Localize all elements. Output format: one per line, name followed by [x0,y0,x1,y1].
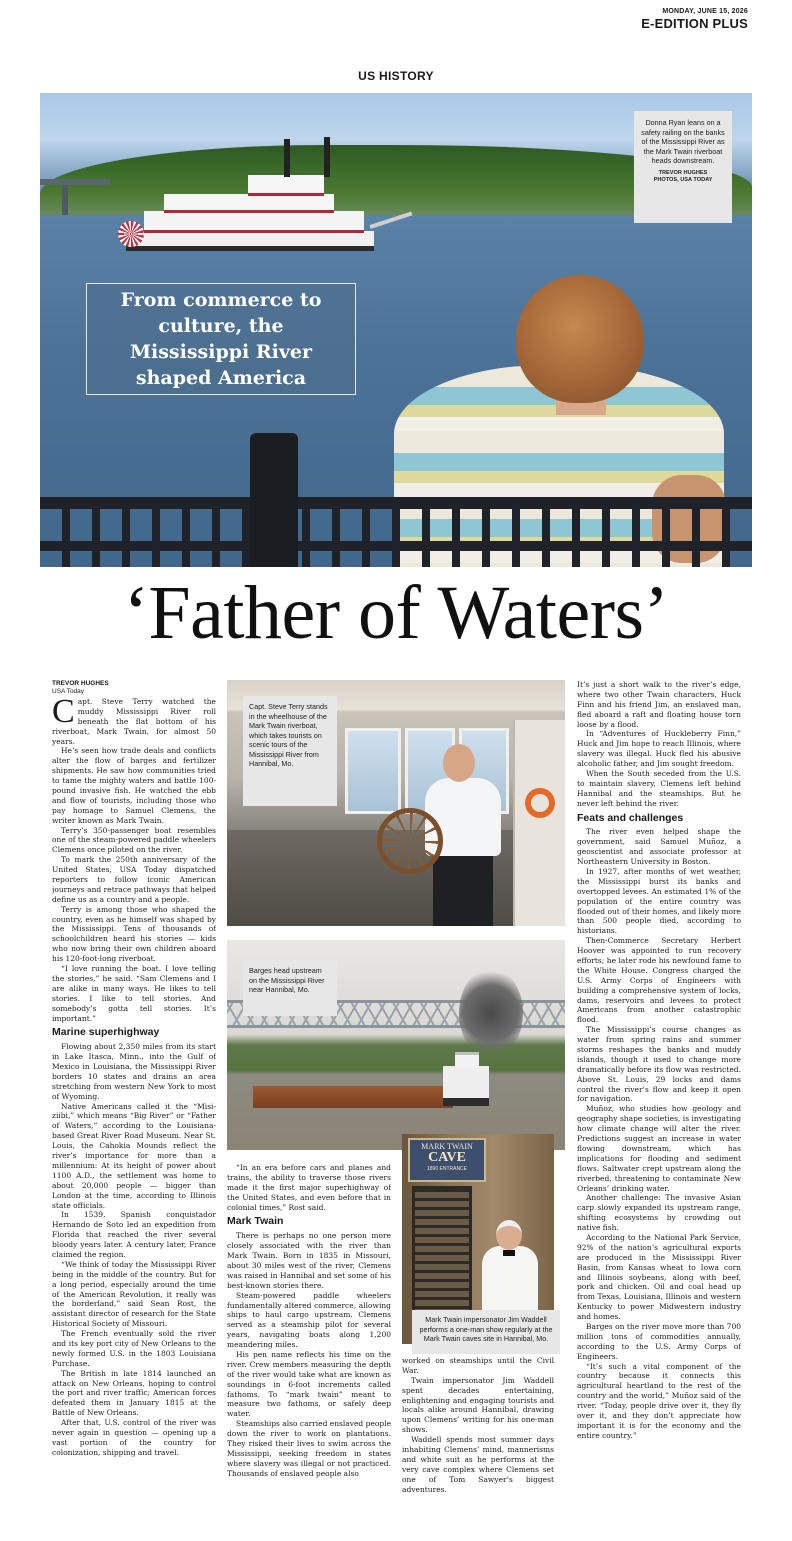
towboat-cabin [455,1052,479,1068]
captain-legs [433,854,493,926]
railing-post [250,433,298,567]
subheading-twain: Mark Twain [227,1215,284,1228]
cave-sign-line: MARK TWAIN [421,1142,473,1151]
wheelhouse-caption: Capt. Steve Terry stands in the wheelhouse of the Mark Twain riverboat, which takes tourists on scenic tours of the Mississippi River from Hannibal, Mo. [243,696,337,806]
paragraph: Another challenge: The invasive Asian carp slowly expanded its upstream range, shifting ecosystems by crowding out native fish. [577,1193,741,1233]
cave-gate [412,1186,472,1316]
article-column-2 [227,1163,391,1527]
riverboat-hull [126,231,374,251]
hero-caption: Donna Ryan leans on a safety railing on the banks of the Mississippi River as the Mark Twain riverboat heads downstream. [641,118,725,165]
paragraph: The British in late 1814 launched an attack on New Orleans, hoping to control the port and river traffic; American forces defeated them in January 1815 at the Battle of New Orleans. [52,1368,216,1418]
hero-headline: From commerce to culture, the Mississippi River shaped America [120,288,322,390]
paragraph: His pen name reflects his time on the river. Crew members measuring the depth of the river would take what are known as soundings in 6-foot increments called fathoms. To “mark twain” meant to measure two fathoms, or safely deep water. [227,1350,391,1419]
paragraph: Flowing about 2,350 miles from its start in Lake Itasca, Minn., into the Gulf of Mexico in Louisiana, the Mississippi River borders 10 states and drains an area stretching from western New York to most of Wyoming. [52,1042,216,1101]
cave-sign [408,1138,486,1182]
paragraph: “It’s such a vital component of the country because it connects this agricultural heartland to the rest of the country and the world,” Muñoz said of the river. “Today, people drive over it, they fly over it, and they don’t appreciate how important it is for the economy and the entire country.” [577,1361,741,1440]
paragraph: Native Americans called it the “Misi-ziibi,” which means “Big River” or “Father of Waters,” according to the Louisiana-based Great River Road Museum. Near St. Louis, the Cahokia Mounds reflect the river’s importance for more than a millennium: At its height of power about 1100 A.D., the settlement was home to about 20,000 people — bigger than London at the time, according to Illinois state officials. [52,1101,216,1210]
woman-hair [516,275,644,403]
paragraph: The Mississippi’s course changes as water from spring rains and summer storms reshapes the banks and muddy islands, though it used to change more dramatically before its flow was restricted. Above St. Louis, 29 locks and dams control the river’s flow and keep it open for navigation. [577,1025,741,1104]
section-label: US HISTORY [358,69,434,83]
paragraph: Then-Commerce Secretary Herbert Hoover was appointed to run recovery efforts; he later rode his newfound fame to the White House. Congress charged the U.S. Army Corps of Engineers with building a comprehensive system of locks, dams, reservoirs and levees to protect Americans from another catastrophic flood. [577,936,741,1025]
paragraph: He’s seen how trade deals and conflicts alter the flow of barges and fertilizer shipments. He saw how communities tried to tame the mighty waters and battle 100-pound invasive fish. He watched the ebb and flow of tourists, including those who pay homage to Samuel Clemens, the writer known as Mark Twain. [52,746,216,825]
paragraph: To mark the 250th anniversary of the United States, USA Today dispatched reporters to follow iconic American journeys and retrace pathways that helped define us as a country and a people. [52,855,216,904]
byline-author: TREVOR HUGHES [52,680,109,687]
subheading-feats: Feats and challenges [577,811,684,824]
byline-outlet: USA Today [52,688,85,696]
article-title: ‘Father of Waters’ [123,571,669,655]
cave-sign-line: CAVE [428,1150,466,1165]
barge [253,1086,453,1108]
riverboat-pilothouse [248,175,324,196]
paddle-wheel [118,221,144,247]
hero-photo [40,93,752,567]
impersonator-head [496,1220,522,1250]
paragraph: “I love running the boat. I love telling the stories,” he said. “Sam Clemens and I are alike in many ways. He likes to tell stories. I like to tell stories. And somebody’s gotta tell stories. It’s important.” [52,964,216,1023]
paragraph: Twain impersonator Jim Waddell spent decades entertaining, enlightening and engaging tourists and locals alike around Hannibal, drawing upon Clemens’ writing for his one-man shows. [402,1375,554,1435]
hero-headline-box [86,283,356,395]
paragraph: In “Adventures of Huckleberry Finn,” Huck and Jim hope to reach Illinois, where slavery was illegal. Huck fled his abusive alcoholic father, and Jim sought freedom. [577,729,741,769]
paragraph: “In an era before cars and planes and trains, the ability to traverse those rivers made it the first major superhighway of the United States, and even before that in colonial times,” Rost said. [227,1163,391,1212]
cave-caption: Mark Twain impersonator Jim Waddell performs a one-man show regularly at the Mark Twain caves site in Hannibal, Mo. [412,1310,560,1354]
paragraph: Terry’s 350-passenger boat resembles one of the steam-powered paddle wheelers Clemens once piloted on the river. [52,825,216,855]
paragraph: After that, U.S. control of the river was never again in question — opening up a vast portion of the country for colonization, shipping and travel. [52,1418,216,1457]
byline [52,680,109,697]
paragraph: Steam-powered paddle wheelers fundamentally altered commerce, allowing ships to haul cargo upstream. Clemens served as a steamship pilot for several years, navigating boats along 1,200 meandering miles. [227,1290,391,1350]
edition-label: E-EDITION PLUS [641,16,748,31]
captain-head [443,744,475,782]
paragraph: The French eventually sold the river and its key port city of New Orleans to the newly formed U.S. in the 1803 Louisiana Purchase. [52,1329,216,1368]
riverboat-smokestack [324,137,330,177]
barges-caption: Barges head upstream on the Mississippi River near Hannibal, Mo. [243,960,337,1016]
article-column-1 [52,697,216,1527]
masthead [641,8,748,31]
railing-top [40,497,752,509]
paragraph: Terry is among those who shaped the country, even as he himself was shaped by the Mississippi. Tens of thousands of schoolchildren heard his stories — kids who now bring their own children aboard his 120-foot-long riverboat. [52,904,216,964]
ship-wheel [377,808,443,874]
paragraph: Muñoz, who studies how geology and geography shape societies, is investigating how climate change will alter the river. Predictions suggest an increase in water flowing downstream, which has implications for flooding and sediment flows. Saltwater crept upstream along the riverbed, threatening to contaminate New Orleans’ drinking water. [577,1104,741,1193]
lead-paragraph [52,697,216,746]
railing-bars [40,509,752,567]
paragraph: “We think of today the Mississippi River being in the middle of the country. But for a long period, especially around the time of the American Revolution, it really was the borderland,” said Sean Rost, the assistant director of research for the State Historical Society of Missouri. [52,1259,216,1329]
paragraph: According to the National Park Service, 92% of the nation’s agricultural exports are produced in the Mississippi River Basin, from Kansas wheat to Iowa corn and Illinois soybeans, along with beef, pork and chicken. Oil and coal head up from Texas, Louisiana, Illinois and western Kentucky to power Midwestern industry and homes. [577,1232,741,1322]
life-ring [525,788,555,818]
riverboat-deck [144,211,364,233]
riverboat-smokestack [284,139,290,177]
cave-sign-line: 1890 ENTRANCE [426,1166,467,1172]
photo-credit-outlet: PHOTOS, USA TODAY [653,176,713,183]
photo-credit: TREVOR HUGHES [658,169,708,176]
paragraph: Steamships also carried enslaved people down the river to work on plantations. They risked their lives to swim across the Mississippi, seeking freedom in states where slavery was illegal or not practiced. Thousands of enslaved people also [227,1419,391,1478]
issue-date: MONDAY, JUNE 15, 2026 [662,8,748,15]
paragraph: There is perhaps no one person more closely associated with the river than Mark Twain. Born in 1835 in Missouri, about 30 miles west of the river, Clemens was raised in Hannibal and set some of his best-known stories there. [227,1231,391,1290]
article-column-3 [402,1356,554,1527]
paragraph: worked on steamships until the Civil War. [402,1356,554,1375]
railing-bottom [40,541,752,551]
paragraph: The river even helped shape the government, said Samuel Muñoz, a geoscientist and associate professor at Northeastern University in Boston. [577,827,741,867]
towboat [443,1066,489,1106]
wheelhouse-window [345,728,401,814]
hero-caption-box [634,111,732,223]
tugboat-smoke [459,968,523,1058]
paragraph: It’s just a short walk to the river’s edge, where two other Twain characters, Huck Finn and his friend Jim, an enslaved man, fled aboard a raft and floating house torn loose by a flood. [577,680,741,729]
paragraph: When the South seceded from the U.S. to maintain slavery, Clemens left behind Hannibal and the steamships. But he never left behind the river. [577,769,741,808]
paragraph: In 1539, Spanish conquistador Hernando de Soto led an expedition from Florida that reached the river several bloody years later. A century later, France claimed the region. [52,1210,216,1259]
paragraph: Barges on the river move more than 700 million tons of commodities annually, according to the U.S. Army Corps of Engineers. [577,1321,741,1361]
lead-text: apt. Steve Terry watched the muddy Mississippi River roll beneath the flat bottom of his riverboat, Mark Twain, for almost 50 years. [52,697,216,746]
bridge [40,179,110,185]
drop-cap: C [52,697,75,730]
wheelhouse-door [513,720,565,926]
riverboat-deck-upper [164,194,334,213]
article-column-4 [577,680,741,1527]
bow-tie [503,1250,515,1256]
paragraph: In 1927, after months of wet weather, the Mississippi burst its banks and overtopped levees. An estimated 1% of the population of the entire country was flooded out of their homes, and likely more than 500 people died, according to historians. [577,867,741,936]
paragraph: Waddell spends most summer days inhabiting Clemens’ mind, mannerisms and white suit as he performs at the very cave complex where Clemens set one of Tom Sawyer’s biggest adventures. [402,1435,554,1494]
subheading-marine: Marine superhighway [52,1026,160,1039]
